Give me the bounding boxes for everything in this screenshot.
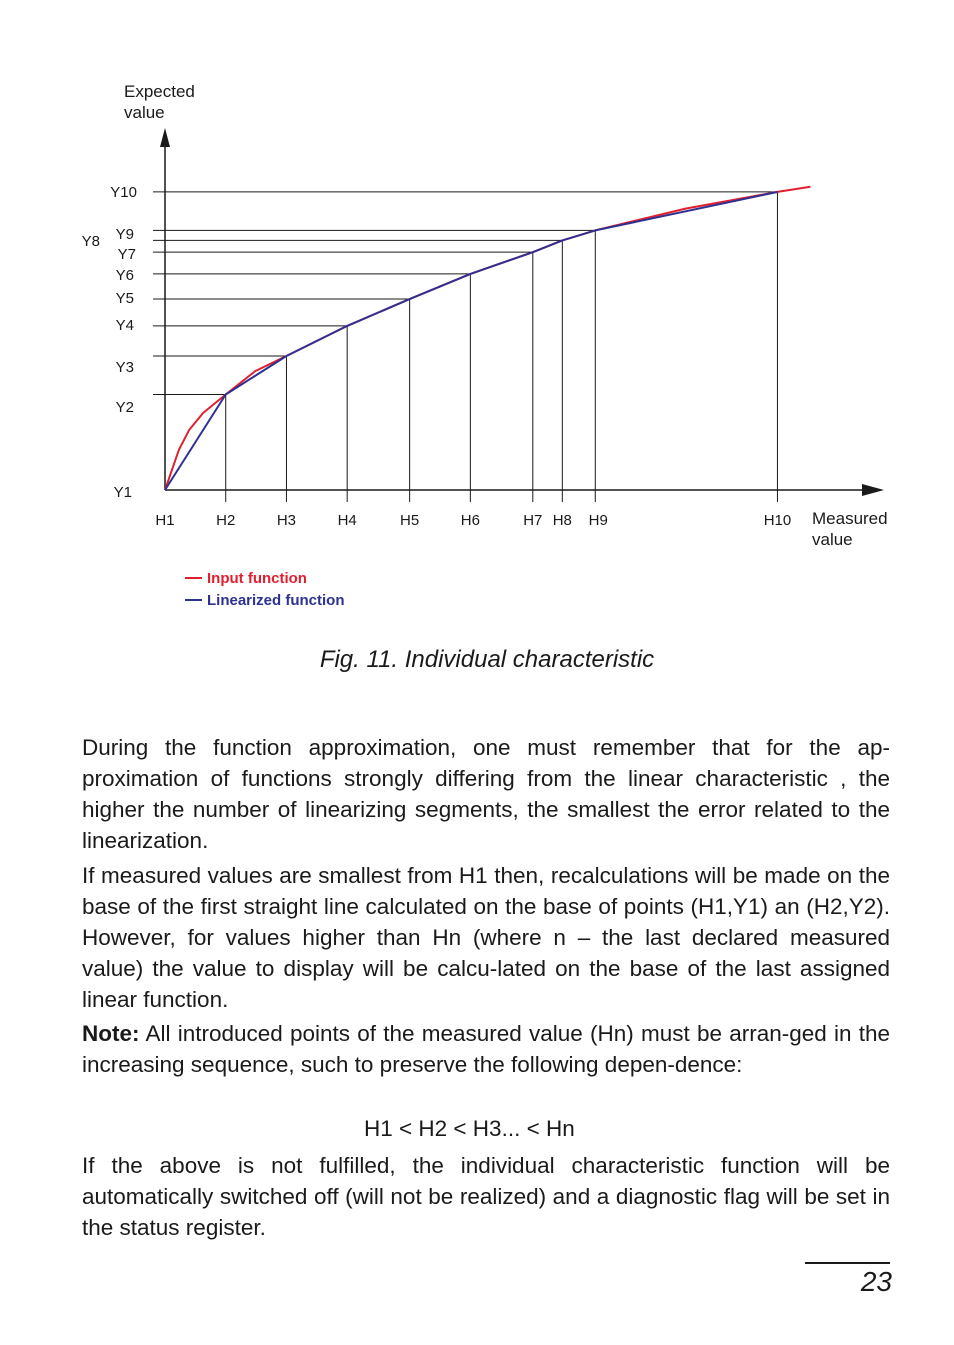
x-tick-label-5: H5 <box>400 512 420 529</box>
characteristic-figure <box>0 0 954 630</box>
y-tick-label-3: Y3 <box>115 359 134 376</box>
y-tick-label-4: Y4 <box>115 317 134 334</box>
y-tick-label-8: Y8 <box>81 233 100 250</box>
y-axis-title-line-2: value <box>124 103 165 122</box>
x-axis-title-line-1: Measured <box>812 509 888 528</box>
x-tick-label-2: H2 <box>216 512 236 529</box>
y-tick-label-9: Y9 <box>115 226 134 243</box>
paragraph-diagnostic: If the above is not fulfilled, the individual characteristic function will be automatically switched off (will not be realized) and a diagnostic flag will be set in the status register. <box>82 1153 890 1240</box>
note-label: Note: <box>82 1021 140 1046</box>
note-text: All introduced points of the measured value (Hn) must be arran-ged in the increasing sequence, such to preserve the following depen-dence: <box>82 1021 890 1077</box>
x-tick-label-7: H7 <box>523 512 543 529</box>
characteristic-chart <box>0 0 954 630</box>
page-number: 23 <box>860 1266 892 1297</box>
paragraph-note <box>82 1018 890 1080</box>
legend-label-1: Input function <box>207 570 307 587</box>
y-tick-label-10: Y10 <box>110 184 137 201</box>
y-tick-label-7: Y7 <box>117 246 136 263</box>
x-tick-label-1: H1 <box>155 512 175 529</box>
series-line-2 <box>165 192 778 490</box>
y-axis-title-line-1: Expected <box>124 82 195 101</box>
ordering-formula: H1 < H2 < H3... < Hn <box>364 1116 575 1141</box>
x-axis-title-line-2: value <box>812 530 853 549</box>
y-tick-label-1: Y1 <box>113 484 132 501</box>
paragraph-approximation: During the function approximation, one must remember that for the ap-proximation of functions strongly differing from the linear characteristic , the higher the number of linearizing segments, the smallest the error related to the linearization. <box>82 735 890 853</box>
y-tick-label-5: Y5 <box>115 290 134 307</box>
legend-label-2: Linearized function <box>207 592 345 609</box>
x-tick-label-6: H6 <box>460 512 480 529</box>
x-tick-label-4: H4 <box>337 512 357 529</box>
x-tick-label-8: H8 <box>552 512 572 529</box>
figure-caption: Fig. 11. Individual characteristic <box>319 646 655 673</box>
y-tick-label-6: Y6 <box>115 267 134 284</box>
x-tick-label-9: H9 <box>588 512 608 529</box>
paragraph-out-of-range: If measured values are smallest from H1 then, recalculations will be made on the base of the first straight line calculated on the base of points (H1,Y1) an (H2,Y2). However, for values higher than Hn (where n – the last declared measured value) the value to display will be calcu-lated on the base of the last assigned linear function. <box>82 863 890 1012</box>
page-number-rule <box>805 1262 890 1264</box>
y-tick-label-2: Y2 <box>115 399 134 416</box>
x-tick-label-3: H3 <box>276 512 297 529</box>
y-axis-arrow <box>160 128 170 147</box>
series-line-1 <box>165 187 810 490</box>
x-axis-arrow <box>862 484 884 496</box>
x-tick-label-10: H10 <box>763 512 792 529</box>
